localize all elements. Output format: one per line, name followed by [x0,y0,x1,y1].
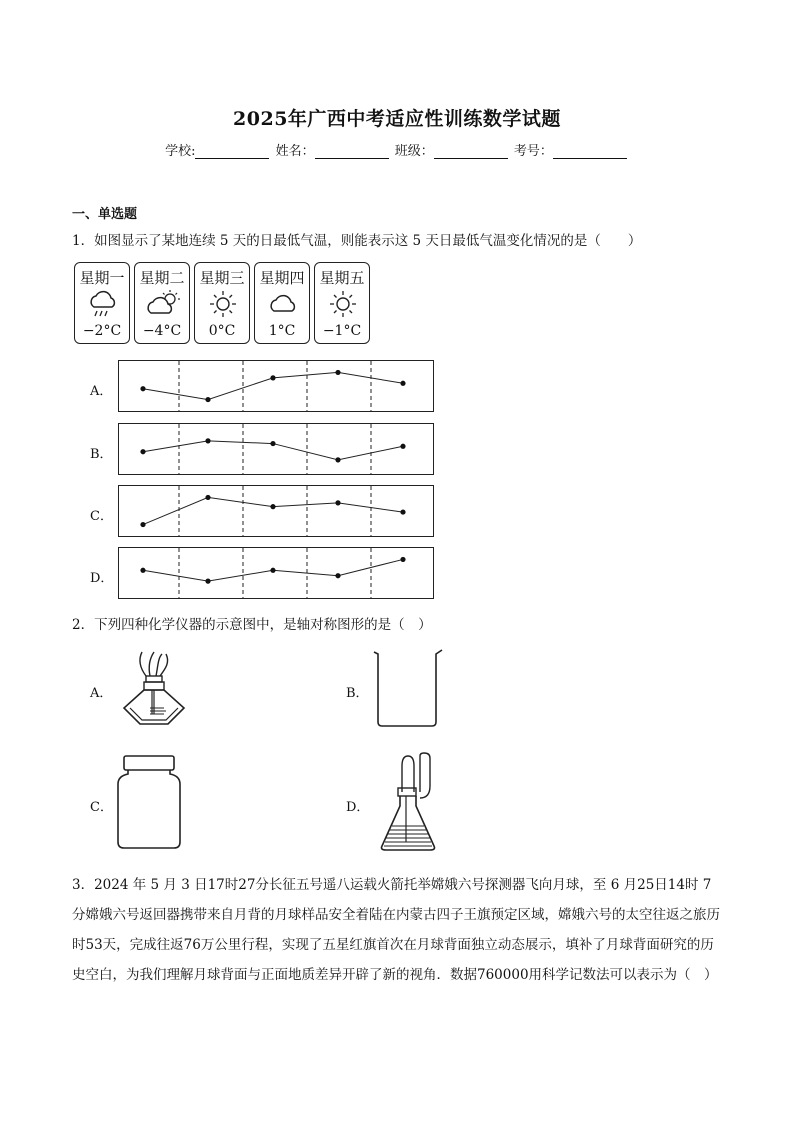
weather-temp: −4°C [142,323,182,339]
data-point [205,438,210,443]
q2-option-d-label: D． [346,800,370,815]
data-point [400,557,405,562]
weather-temp: 0°C [208,323,236,339]
weather-temp: −2°C [82,323,122,339]
data-point [140,522,145,527]
data-point [400,509,405,514]
cloud-sun-icon [146,289,182,319]
weather-card-mon [74,262,130,344]
q1-option-b-chart [118,423,434,475]
sun-icon [326,289,360,319]
data-point [270,441,275,446]
cloud-icon [266,289,300,319]
class-blank [434,146,508,159]
weather-day: 星期四 [259,269,305,287]
reagent-bottle-icon [114,754,184,850]
data-point [140,568,145,573]
data-point [335,500,340,505]
data-point [335,573,340,578]
data-point [270,504,275,509]
series-line [143,497,403,524]
alcohol-lamp-icon [118,648,190,728]
weather-card-wed [194,262,250,344]
class-label: 班级： [394,144,434,159]
data-point [335,370,340,375]
weather-day: 星期一 [79,269,125,287]
q1-option-d-label: D． [90,571,114,586]
page-title: 2025年广西中考适应性训练数学试题 [233,108,561,130]
section-title: 一、单选题 [72,207,138,222]
q2-option-b-label: B． [346,686,369,701]
weather-day: 星期二 [139,269,185,287]
school-blank [195,146,269,159]
data-point [400,444,405,449]
data-point [205,397,210,402]
cloud-rain-icon [86,289,120,319]
school-label: 学校: [165,144,196,159]
weather-card-tue [134,262,190,344]
q2-option-a-label: A． [90,686,113,701]
q1-option-c-label: C． [90,509,113,524]
beaker-icon [370,648,450,730]
question-3-text: 3．2024 年 5 月 3 日17时27分长征五号遥八运载火箭托举嫦娥六号探测器飞向月球，至 6 月25日14时 7 分嫦娥六号返回器携带来自月背的月球样品安全着陆在内蒙古四子王旗预定区域，嫦娥六号的太空往返之旅历时53天，完成往返76万公里行程，实现了五星红旗首次在月球背面独立动态展示，填补了月球背面研究的历史空白，为我们理解月球背面与正面地质差异开辟了新的视角．数据760000用科学记数法可以表示为（ ） [72,877,720,983]
student-info-line [0,140,794,159]
data-point [205,495,210,500]
weather-card-fri [314,262,370,344]
option-a-line-chart [119,361,433,411]
weather-card-thu [254,262,310,344]
weather-temp: 1°C [268,323,296,339]
q2-option-c-label: C． [90,800,113,815]
q1-option-a-label: A． [90,384,113,399]
question-1-text: 1．如图显示了某地连续 5 天的日最低气温，则能表示这 5 天日最低气温变化情况的是（ ） [72,233,642,249]
q1-option-d-chart [118,547,434,599]
weather-day: 星期五 [319,269,365,287]
data-point [270,568,275,573]
option-c-line-chart [119,486,433,536]
name-blank [315,146,389,159]
data-point [140,386,145,391]
option-d-line-chart [119,548,433,598]
weather-temp: −1°C [322,323,362,339]
data-point [400,381,405,386]
data-point [335,457,340,462]
data-point [140,449,145,454]
name-label: 姓名： [275,144,315,159]
conical-flask-icon [376,752,446,854]
data-point [270,375,275,380]
sun-icon [206,289,240,319]
q1-option-b-label: B． [90,447,113,462]
q1-option-c-chart [118,485,434,537]
weather-day: 星期三 [199,269,245,287]
question-2-text: 2．下列四种化学仪器的示意图中，是轴对称图形的是（ ） [72,617,432,633]
exam-no-blank [553,146,627,159]
q1-option-a-chart [118,360,434,412]
exam-no-label: 考号： [513,144,553,159]
data-point [205,579,210,584]
option-b-line-chart [119,424,433,474]
